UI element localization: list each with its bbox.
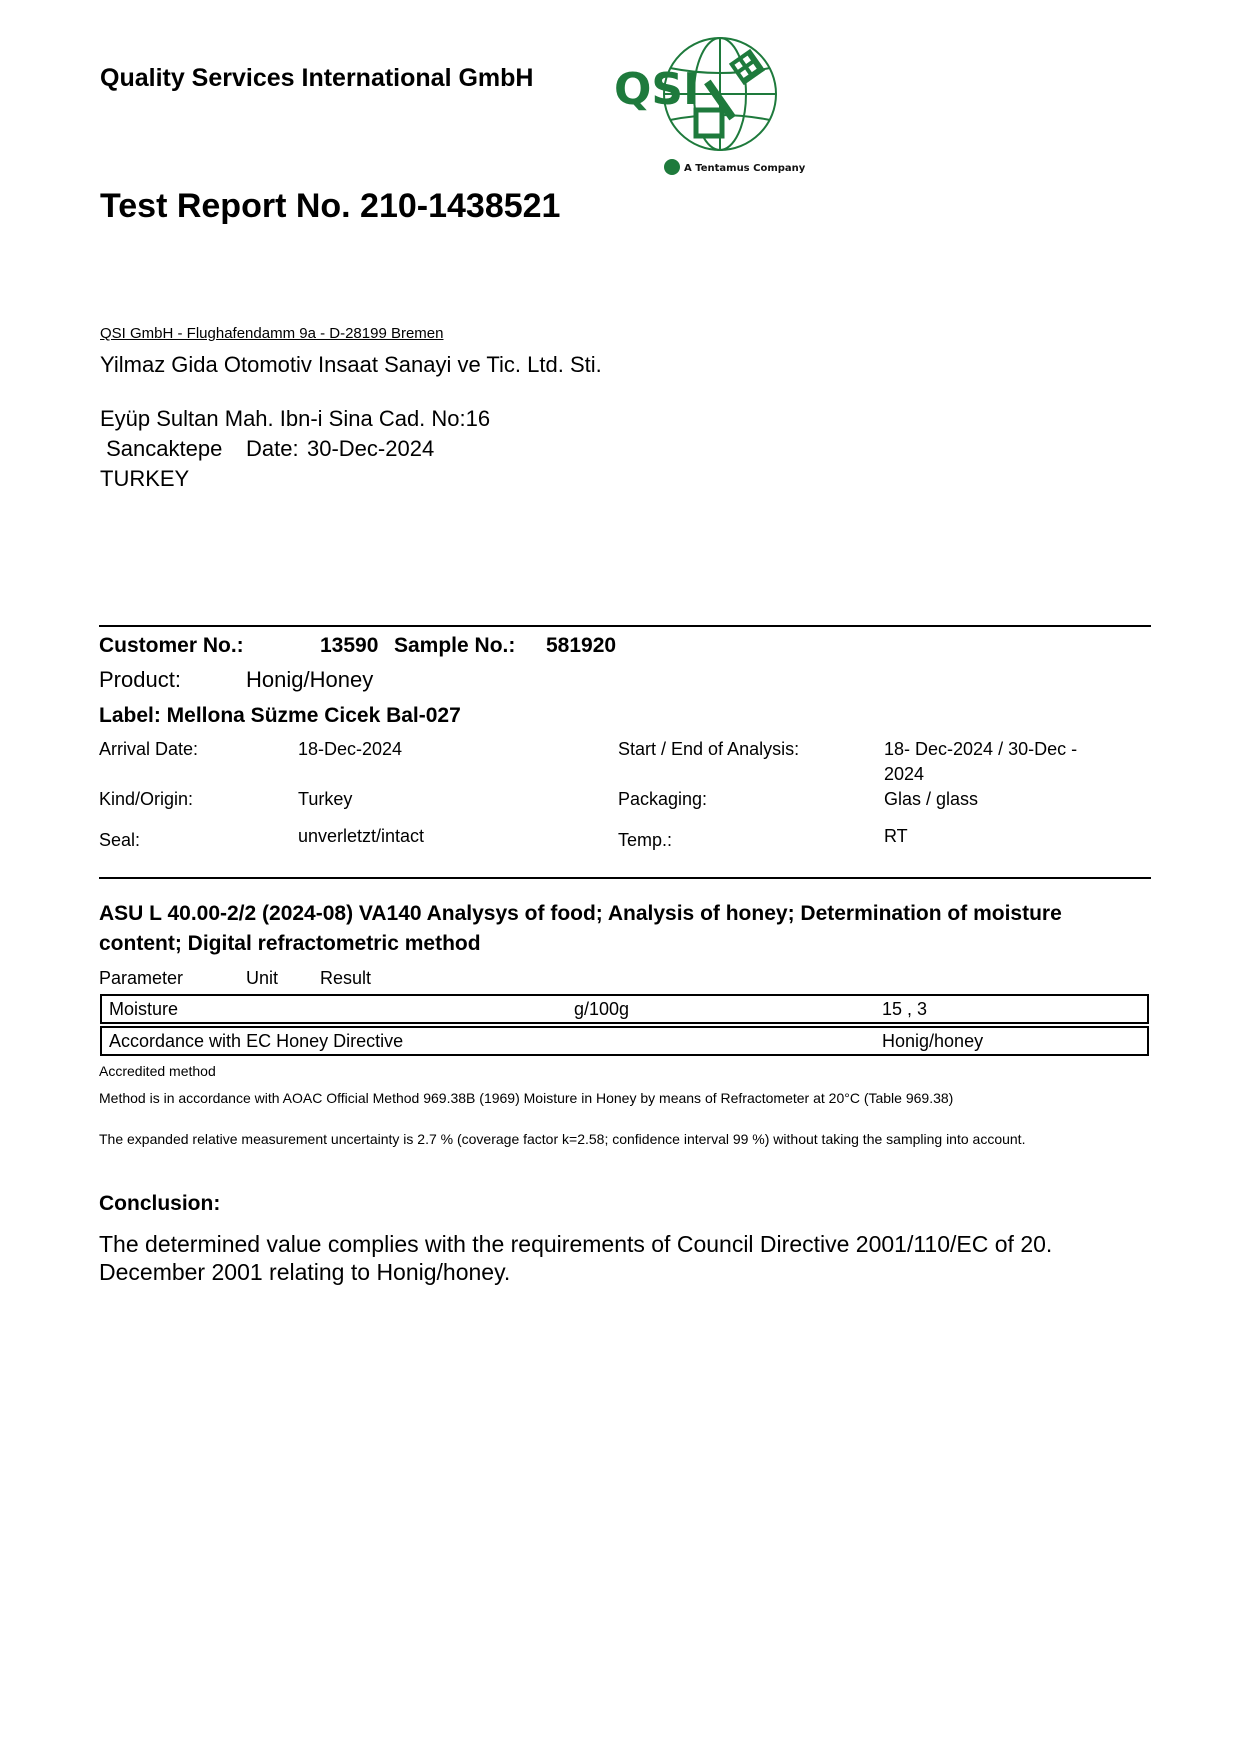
seal-label: Seal: xyxy=(99,830,141,850)
report-date: 30-Dec-2024 xyxy=(307,436,435,461)
row-parameter: Moisture xyxy=(109,999,179,1019)
product-value: Honig/Honey xyxy=(246,667,374,692)
packaging-value: Glas / glass xyxy=(884,789,979,809)
arrival-value: 18-Dec-2024 xyxy=(298,739,403,759)
row-result: 15 , 3 xyxy=(882,999,928,1019)
date-label: Date: xyxy=(246,436,299,461)
qsi-logo xyxy=(612,32,806,182)
report-title: Test Report No. 210-1438521 xyxy=(100,187,561,225)
arrival-label: Arrival Date: xyxy=(99,739,199,759)
analysis-value-line1: 18- Dec-2024 / 30-Dec - xyxy=(884,739,1078,759)
customer-no-label: Customer No.: xyxy=(99,634,244,657)
conclusion-text: The determined value complies with the requirements of Council Directive 2001/110/EC of 20. December 2001 relating to Honig/honey. xyxy=(99,1231,1053,1285)
company-name: Quality Services International GmbH xyxy=(100,64,534,92)
logo-tagline: A Tentamus Company xyxy=(684,163,806,174)
table-row xyxy=(100,1026,1149,1056)
col-result: Result xyxy=(320,968,372,988)
accredited-note: Accredited method xyxy=(99,1063,216,1079)
temp-label: Temp.: xyxy=(618,830,673,850)
divider-top xyxy=(99,625,1151,627)
row-result: Honig/honey xyxy=(882,1031,984,1051)
label-line: Label: Mellona Süzme Cicek Bal-027 xyxy=(99,704,461,727)
origin-label: Kind/Origin: xyxy=(99,789,194,809)
customer-no: 13590 xyxy=(320,634,379,657)
col-unit: Unit xyxy=(246,968,279,988)
divider-bottom xyxy=(99,877,1151,879)
analysis-value-line2: 2024 xyxy=(884,764,925,784)
temp-value: RT xyxy=(884,826,908,846)
col-parameter: Parameter xyxy=(99,968,184,988)
uncertainty-note: The expanded relative measurement uncertainty is 2.7 % (coverage factor k=2.58; confidence interval 99 %) without taking the sampling into account. xyxy=(99,1131,1026,1147)
row-unit: g/100g xyxy=(574,999,630,1019)
table-row xyxy=(100,994,1149,1024)
seal-value: unverletzt/intact xyxy=(298,826,425,846)
recipient-street: Eyüp Sultan Mah. Ibn-i Sina Cad. No:16 xyxy=(100,406,491,431)
product-label: Product: xyxy=(99,667,181,692)
sender-line: QSI GmbH - Flughafendamm 9a - D-28199 Bremen xyxy=(100,325,444,342)
recipient-district: Sancaktepe xyxy=(100,436,223,461)
recipient-name: Yilmaz Gida Otomotiv Insaat Sanayi ve Tic. Ltd. Sti. xyxy=(100,352,602,377)
method-title: ASU L 40.00-2/2 (2024-08) VA140 Analysys of food; Analysis of honey; Determination of moisture content; Digital refractometric method xyxy=(99,902,1062,955)
aoac-note: Method is in accordance with AOAC Official Method 969.38B (1969) Moisture in Honey by means of Refractometer at 20°C (Table 969.38) xyxy=(99,1090,954,1106)
origin-value: Turkey xyxy=(298,789,353,809)
conclusion-heading: Conclusion: xyxy=(99,1192,221,1215)
analysis-label: Start / End of Analysis: xyxy=(618,739,800,759)
logo-text: QSI xyxy=(614,64,700,115)
row-parameter: Accordance with EC Honey Directive xyxy=(109,1031,404,1051)
sample-no: 581920 xyxy=(546,634,617,657)
packaging-label: Packaging: xyxy=(618,789,708,809)
sample-no-label: Sample No.: xyxy=(394,634,516,657)
recipient-country: TURKEY xyxy=(100,466,190,491)
